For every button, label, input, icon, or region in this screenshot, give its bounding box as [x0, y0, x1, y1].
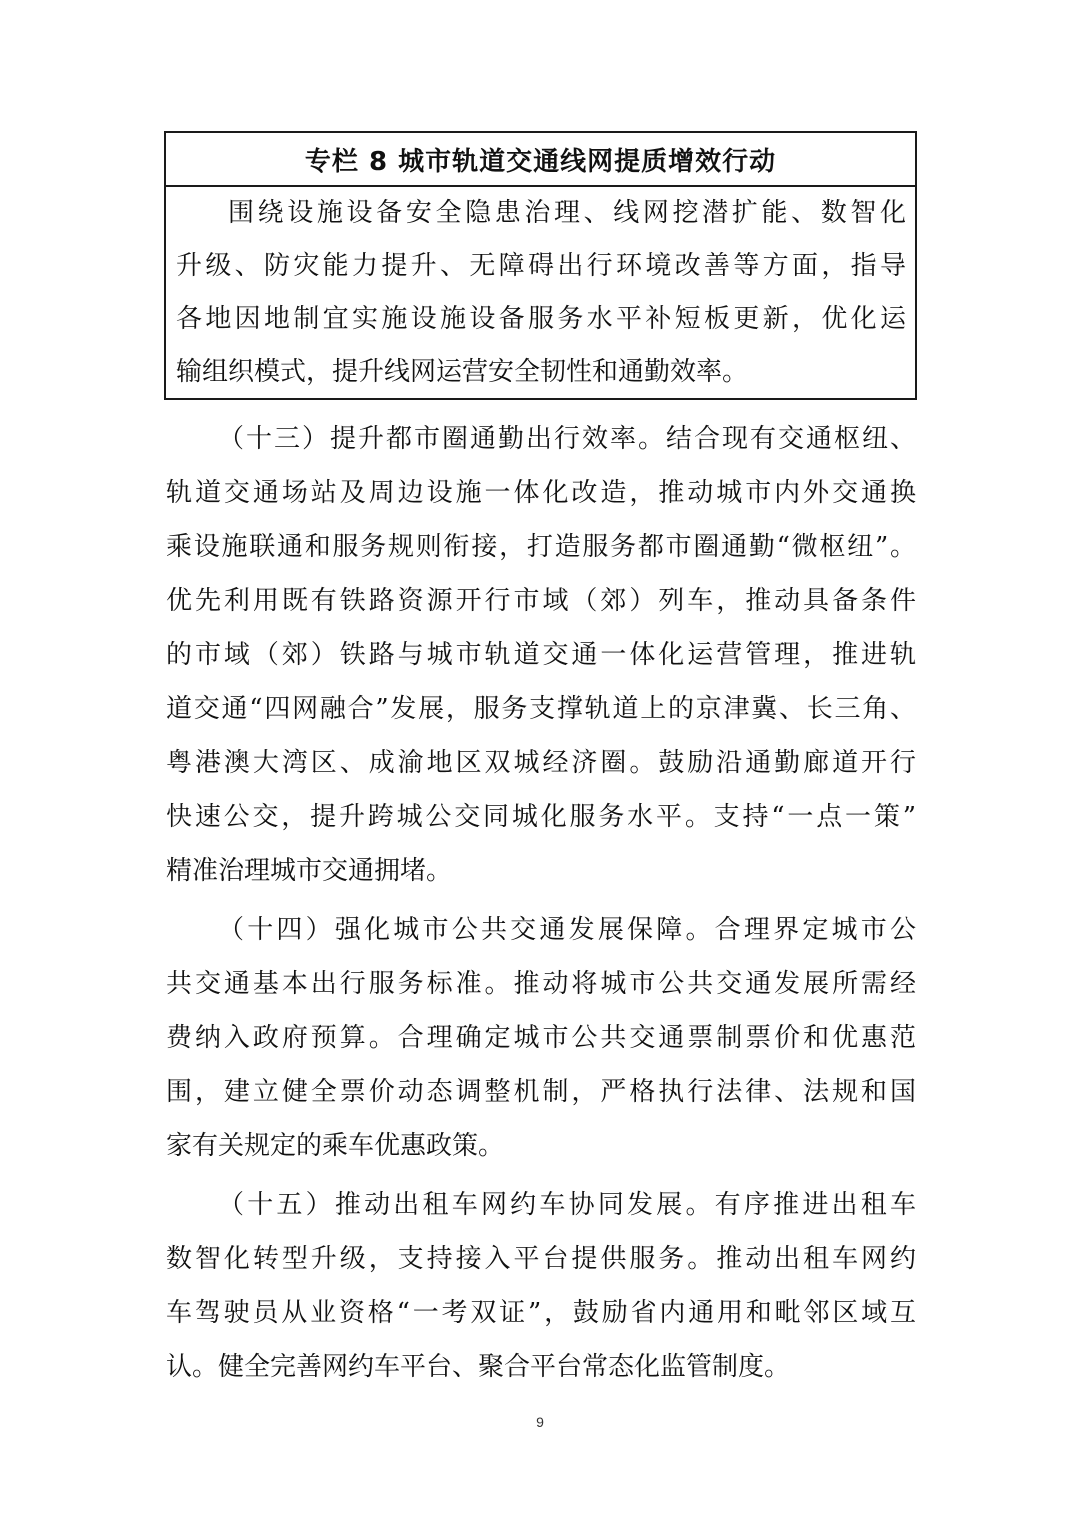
- paragraph-line: 的市域（郊）铁路与城市轨道交通一体化运营管理，推进轨: [166, 640, 916, 670]
- paragraph-line: 共交通基本出行服务标准。推动将城市公共交通发展所需经: [166, 969, 916, 999]
- paragraph-line: 快速公交，提升跨城公交同城化服务水平。支持“一点一策”: [166, 802, 916, 832]
- box-line: 升级、防灾能力提升、无障碍出行环境改善等方面，指导: [176, 251, 906, 281]
- paragraph-line: 精准治理城市交通拥堵。: [166, 856, 453, 886]
- box-title: 专栏 8 城市轨道交通线网提质增效行动: [166, 133, 915, 187]
- paragraph-15: [166, 1178, 916, 1394]
- paragraph-line: （十四）强化城市公共交通发展保障。合理界定城市公: [218, 915, 916, 945]
- paragraph-line: （十三）提升都市圈通勤出行效率。结合现有交通枢纽、: [218, 424, 916, 454]
- box-line: 输组织模式，提升线网运营安全韧性和通勤效率。: [176, 357, 749, 387]
- paragraph-line: 认。健全完善网约车平台、聚合平台常态化监管制度。: [166, 1352, 791, 1382]
- paragraph-line: 家有关规定的乘车优惠政策。: [166, 1131, 505, 1161]
- paragraph-line: 轨道交通场站及周边设施一体化改造，推动城市内外交通换: [166, 478, 916, 508]
- paragraph-line: 乘设施联通和服务规则衔接，打造服务都市圈通勤“微枢纽”。: [166, 532, 916, 562]
- paragraph-line: （十五）推动出租车网约车协同发展。有序推进出租车: [218, 1190, 916, 1220]
- paragraph-line: 优先利用既有铁路资源开行市域（郊）列车，推动具备条件: [166, 586, 916, 616]
- paragraph-line: 围，建立健全票价动态调整机制，严格执行法律、法规和国: [166, 1077, 916, 1107]
- paragraph-line: 车驾驶员从业资格“一考双证”，鼓励省内通用和毗邻区域互: [166, 1298, 916, 1328]
- paragraph-line: 粤港澳大湾区、成渝地区双城经济圈。鼓励沿通勤廊道开行: [166, 748, 916, 778]
- box-line: 围绕设施设备安全隐患治理、线网挖潜扩能、数智化: [228, 198, 906, 228]
- paragraph-line: 费纳入政府预算。合理确定城市公共交通票制票价和优惠范: [166, 1023, 916, 1053]
- box-line: 各地因地制宜实施设施设备服务水平补短板更新，优化运: [176, 304, 906, 334]
- paragraph-line: 数智化转型升级，支持接入平台提供服务。推动出租车网约: [166, 1244, 916, 1274]
- paragraph-13: [166, 412, 916, 898]
- box-body: [166, 187, 915, 399]
- paragraph-14: [166, 903, 916, 1173]
- body-text: [166, 412, 916, 1394]
- paragraph-line: 道交通“四网融合”发展，服务支撑轨道上的京津冀、长三角、: [166, 694, 916, 724]
- sidebar-box-column-8: [164, 131, 917, 400]
- page-number: 9: [536, 1414, 544, 1430]
